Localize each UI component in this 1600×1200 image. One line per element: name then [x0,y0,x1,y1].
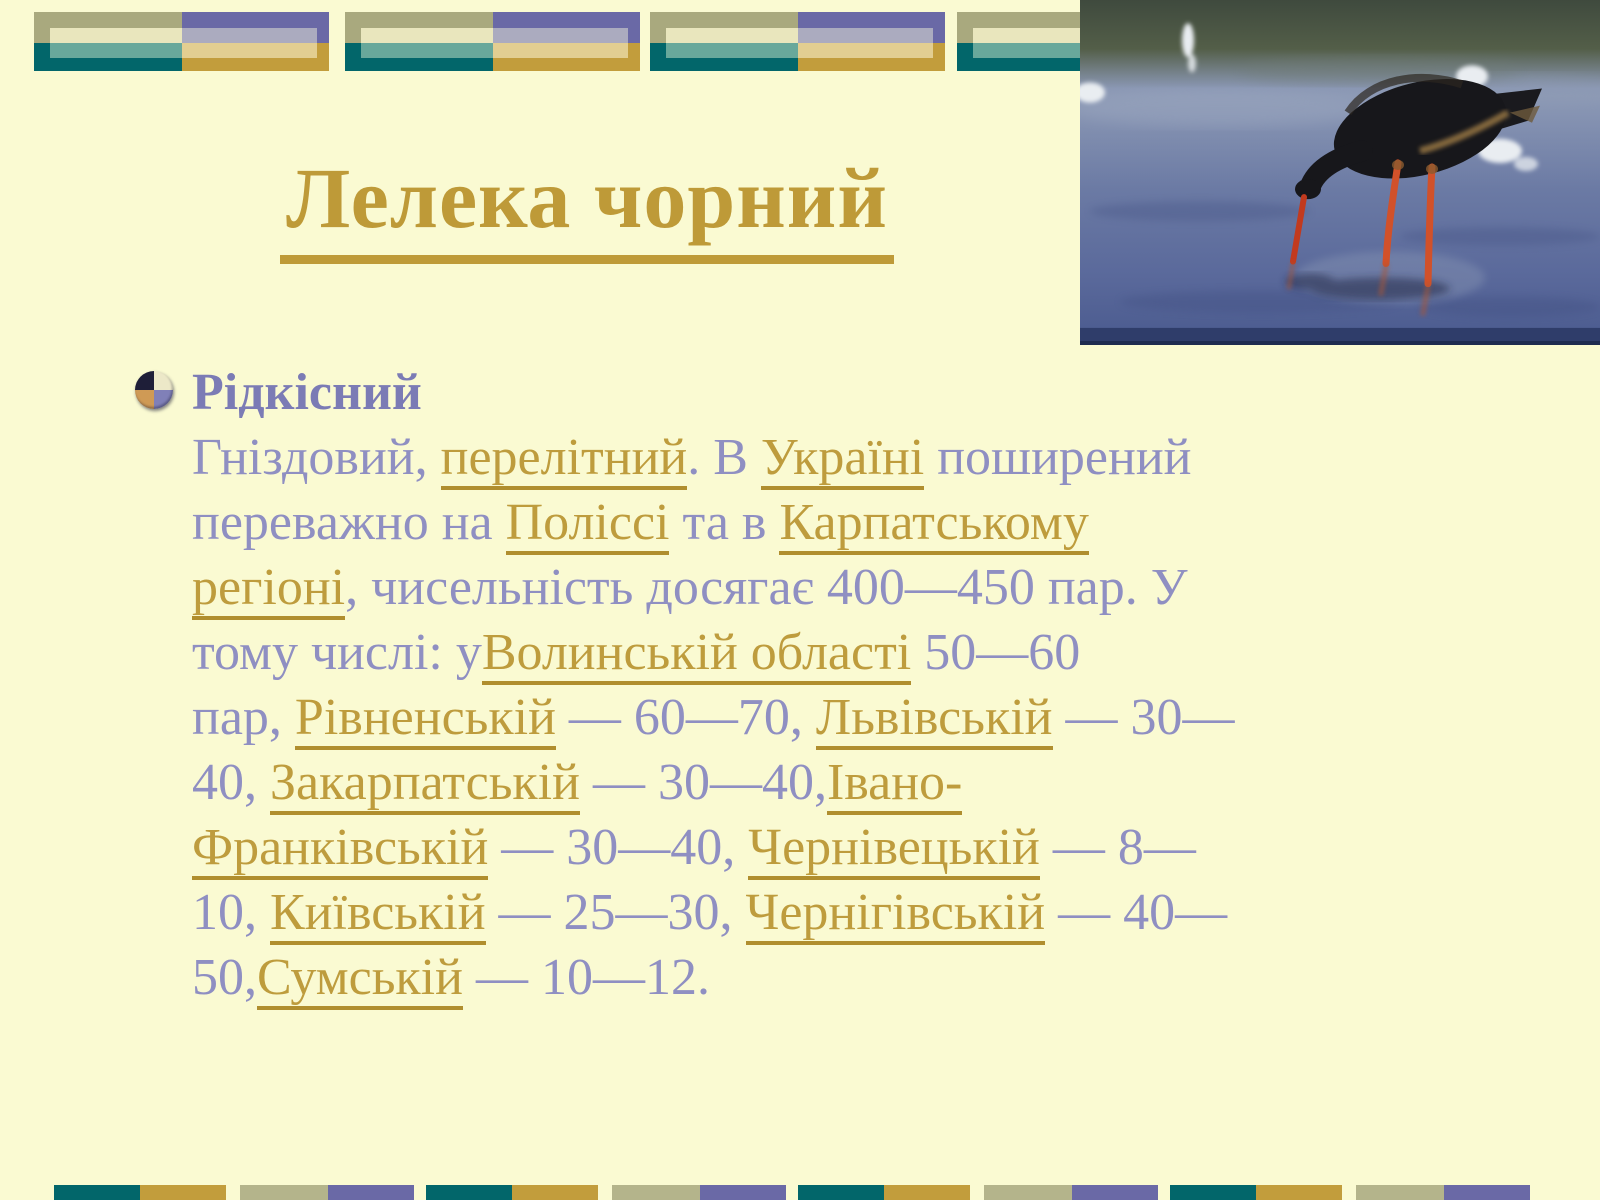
text-segment: тому числі: у [192,624,482,681]
text-segment: — 30—40, [579,754,827,811]
link-ukraini[interactable]: Україні [761,429,924,490]
text-segment: 40, [192,754,270,811]
text-segment: — 10—12. [462,949,710,1006]
body-heading: Рідкісний [192,364,422,421]
black-stork-photo [1080,0,1600,345]
text-segment: . В [687,429,761,486]
text-segment: Гніздовий, [192,429,441,486]
text-segment: та в [669,494,780,551]
link-frankivskii[interactable]: Франківській [192,819,488,880]
text-segment: 10, [192,884,270,941]
body-line-4 [192,620,1235,685]
link-volynskii-oblasti[interactable]: Волинській області [482,624,911,685]
bullet-icon [135,371,173,409]
header-decoration-block [650,12,945,71]
link-rehioni[interactable]: регіоні [192,559,345,620]
header-decoration-block [345,12,640,71]
text-segment: пар, [192,689,295,746]
body-line-6 [192,750,1235,815]
body-line-8 [192,880,1235,945]
text-segment: переважно на [192,494,506,551]
link-lvivskii[interactable]: Львівській [816,689,1053,750]
text-segment: — 25—30, [485,884,746,941]
text-segment: — 8— [1039,819,1196,876]
body-line-1 [192,425,1235,490]
text-segment: — 30—40, [488,819,749,876]
link-kyivskii[interactable]: Київській [270,884,486,945]
text-segment: 50, [192,949,257,1006]
link-chernihivskii[interactable]: Чернігівській [746,884,1046,945]
text-segment: поширений [924,429,1192,486]
text-segment: , чисельність досягає 400—450 пар. У [345,559,1188,616]
body-line-2 [192,490,1235,555]
slide-title-text: Лелека чорний [280,148,894,264]
text-segment: — 30— [1052,689,1235,746]
slide-title [87,148,1087,264]
text-segment: — 60—70, [555,689,816,746]
header-decoration-block [34,12,329,71]
link-perelitnyi[interactable]: перелітний [441,429,688,490]
text-segment: — 40— [1045,884,1228,941]
body-line-5 [192,685,1235,750]
link-sumskii[interactable]: Сумській [257,949,463,1010]
link-karpatskomu[interactable]: Карпатському [779,494,1088,555]
link-ivano[interactable]: Івано- [827,754,962,815]
body-line-9 [192,945,1235,1010]
body-line-7 [192,815,1235,880]
text-segment: 50—60 [911,624,1081,681]
link-zakarpatskii[interactable]: Закарпатській [270,754,580,815]
link-chernivetskii[interactable]: Чернівецькій [748,819,1040,880]
body-line-3 [192,555,1235,620]
link-rivnenskii[interactable]: Рівненській [295,689,556,750]
link-polissi[interactable]: Поліссі [506,494,670,555]
footer-decoration [54,1185,1535,1200]
body-text [192,360,1235,1010]
